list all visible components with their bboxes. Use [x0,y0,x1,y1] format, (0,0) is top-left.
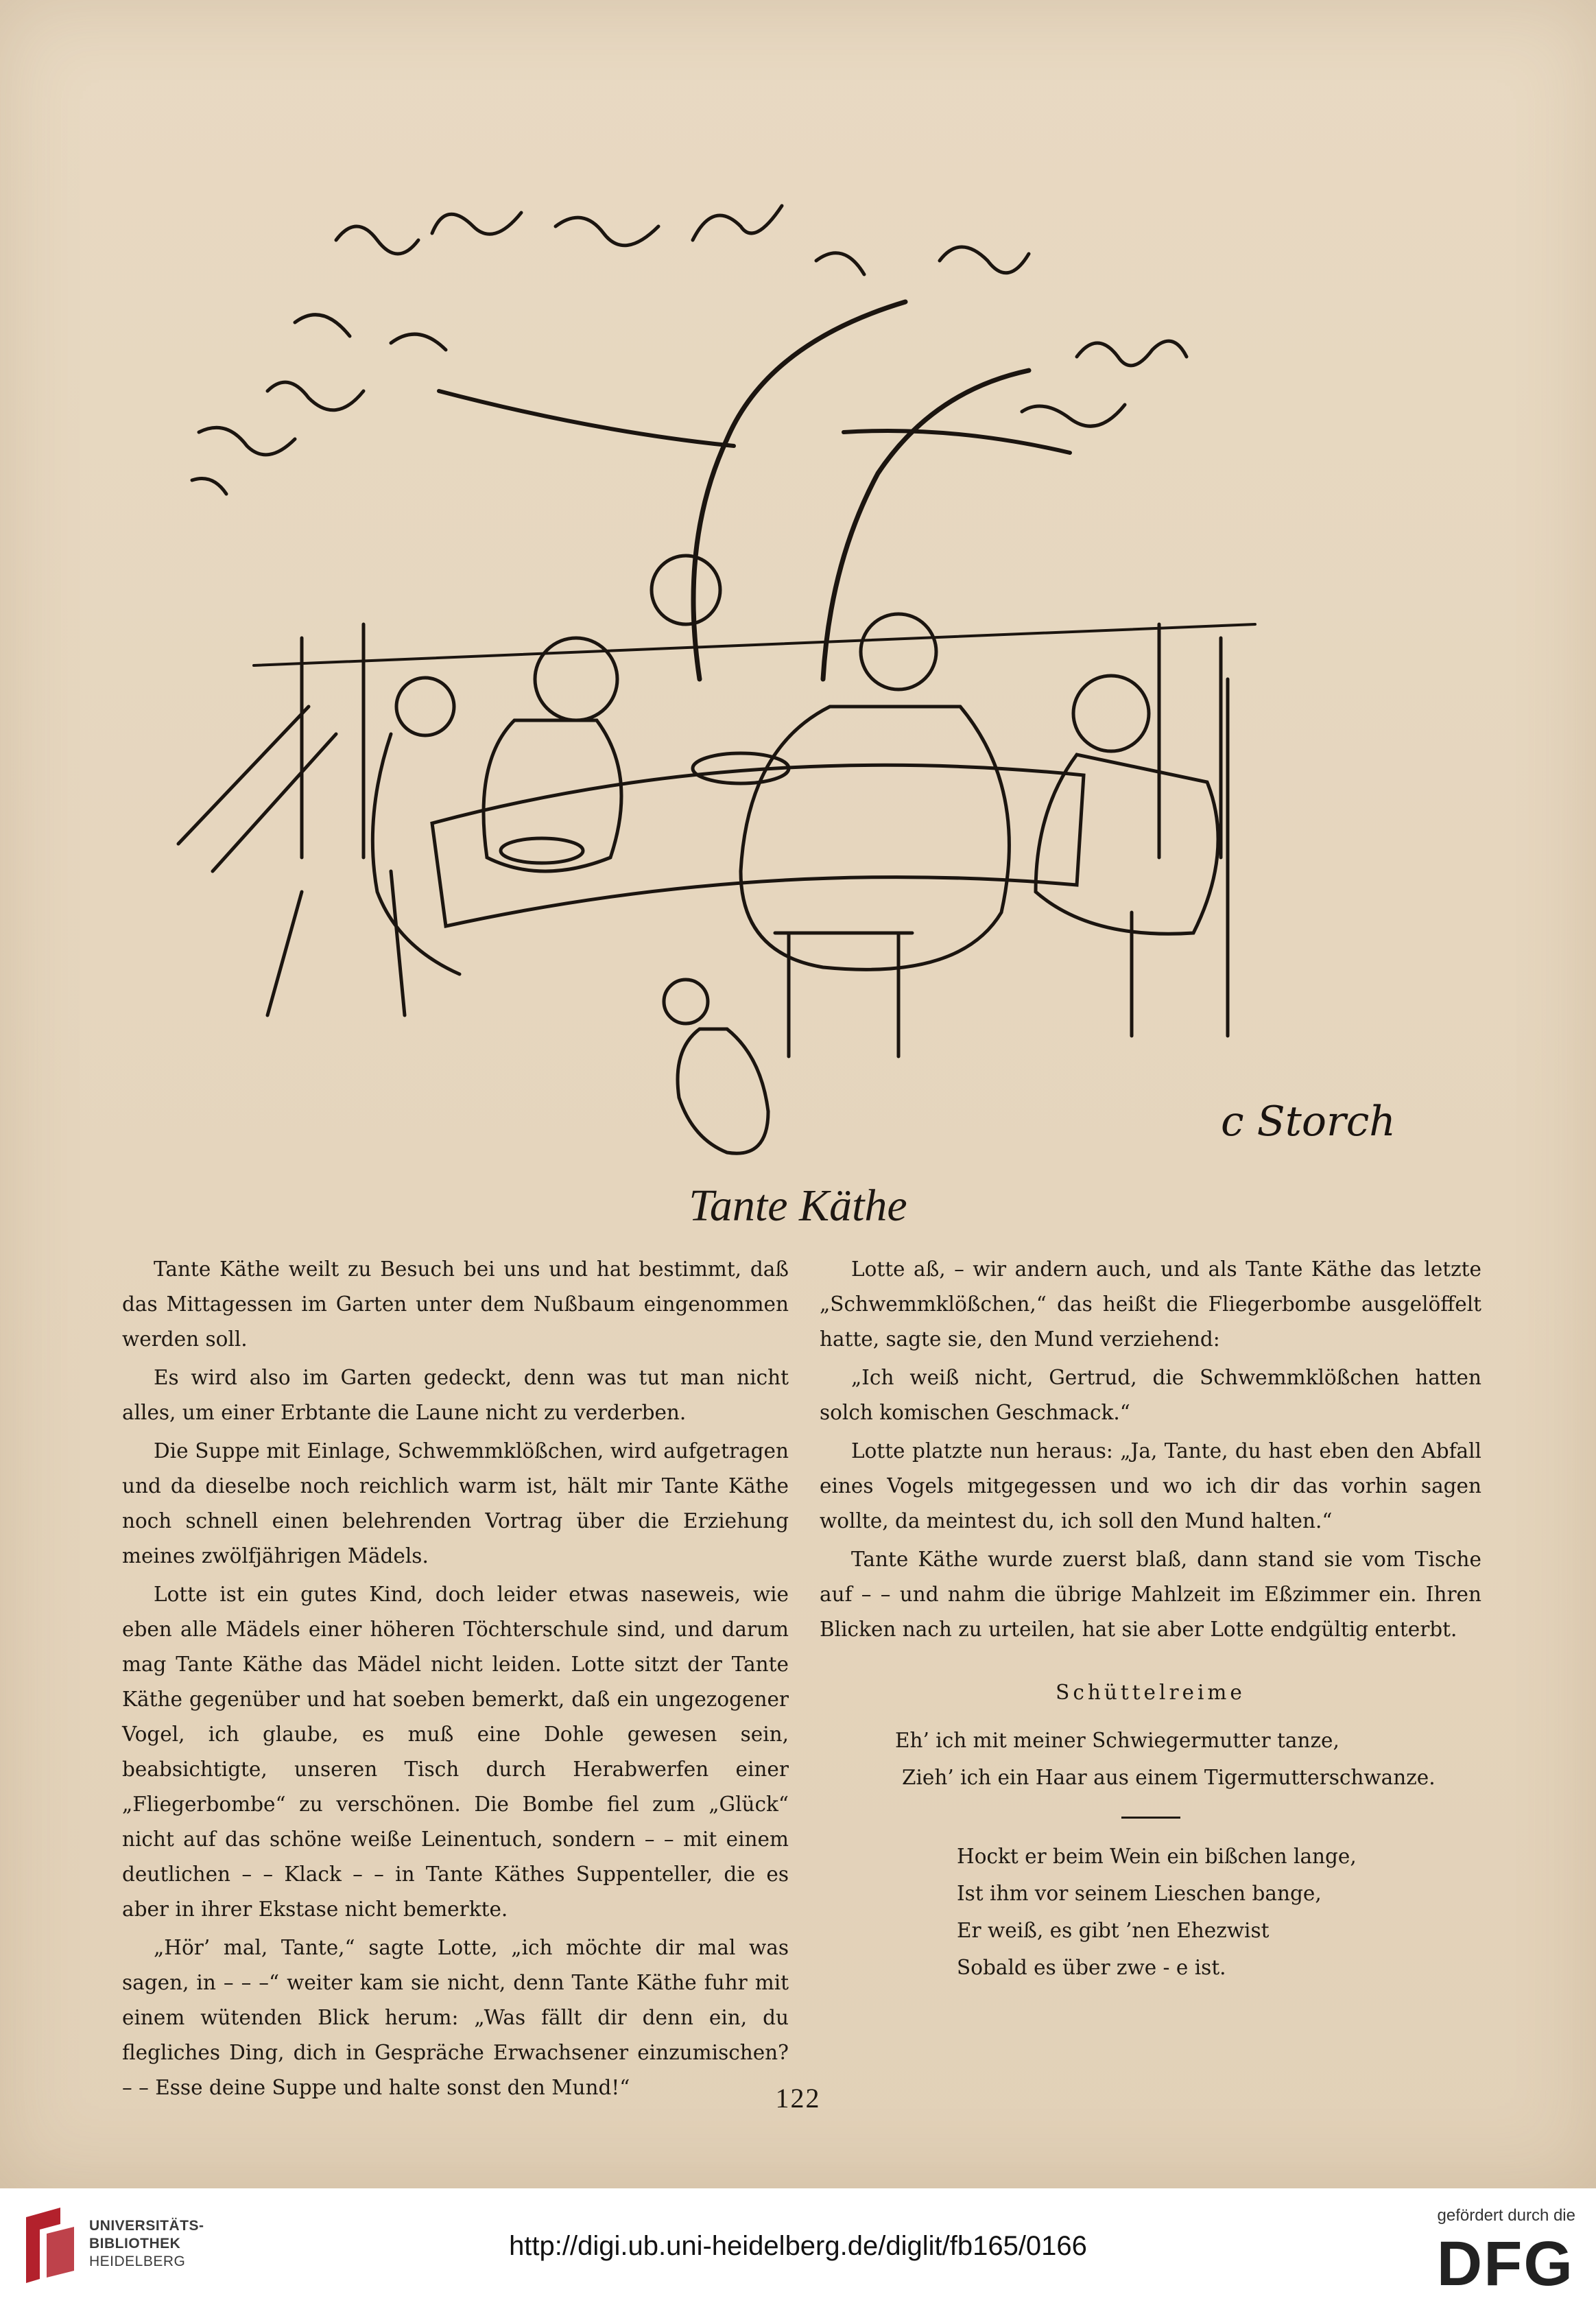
paragraph: Lotte platzte nun heraus: „Ja, Tante, du hast eben den Abfall eines Vogels mitgegessen und wo ich dir das vorhin sagen wollte, da meintest du, ich soll den Mund halten.“ [820,1439,1481,1533]
paragraph: Tante Käthe weilt zu Besuch bei uns und hat bestimmt, daß das Mittagessen im Garten unter dem Nußbaum eingenommen werden soll. [122,1257,789,1351]
funding-caption: gefördert durch die [1437,2206,1575,2225]
poem-block [820,1674,1481,1986]
paragraph: „Ich weiß nicht, Gertrud, die Schwemmklößchen hatten solch komischen Geschmack.“ [820,1366,1481,1424]
poem-line: Hockt er beim Wein ein bißchen lange, [957,1845,1357,1868]
poem-line: Er weiß, es gibt ’nen Ehezwist [957,1919,1270,1942]
paragraph: Es wird also im Garten gedeckt, denn was tut man nicht alles, um einer Erbtante die Laune nicht zu verderben. [122,1366,789,1424]
article-title: Tante Käthe [689,1181,907,1231]
paragraph: Lotte aß, – wir andern auch, und als Tante Käthe das letzte „Schwemmklößchen,“ das heißt die Fliegerbombe ausgelöffelt hatte, sagte sie, den Mund verziehend: [820,1257,1481,1351]
poem-title: Schüttelreime [1056,1681,1246,1704]
poem-line: Sobald es über zwe - e ist. [957,1956,1226,1979]
page-number: 122 [775,2083,821,2114]
poem-line: Ist ihm vor seinem Lieschen bange, [957,1882,1322,1905]
permalink-url[interactable]: http://digi.ub.uni-heidelberg.de/diglit/fb165/0166 [509,2231,1087,2261]
paragraph: Lotte ist ein gutes Kind, doch leider etwas naseweis, wie eben alle Mädels einer höheren Töchterschule sind, und darum mag Tante Käthe das Mädel nicht leiden. Lotte sitzt der Tante Käthe gegenüber und hat soeben bemerkt, daß ein ungezogener Vogel, ich glaube, es muß eine Dohle gewesen sein, beabsichtigte, unseren Tisch durch Herabwerfen einer „Fliegerbombe“ zu verschönen. Die Bombe fiel zum „Glück“ nicht auf das schöne weiße Leinentuch, sondern – – mit einem deutlichen – – Klack – – in Tante Käthes Suppenteller, die es aber in ihrer Ekstase nicht bemerkte. [122,1583,789,1921]
illustration-drawing [130,185,1351,1166]
paragraph: „Hör’ mal, Tante,“ sagte Lotte, „ich möchte dir mal was sagen, in – – –“ weiter kam sie nicht, denn Tante Käthe fuhr mit einem wütenden Blick herum: „Was fällt dir denn ein, du flegliches Ding, dich in Gespräche Erwachsener einzumischen? – – Esse deine Suppe und halte sonst den Mund!“ [122,1936,789,2099]
digitization-footer [0,2188,1596,2305]
library-name-line: BIBLIOTHEK [89,2236,181,2251]
artist-signature: c Storch [1221,1098,1396,1146]
dfg-logo[interactable]: DFG [1436,2229,1574,2299]
poem-divider [1121,1817,1180,1819]
paragraph: Tante Käthe wurde zuerst blaß, dann stand sie vom Tische auf – – und nahm die übrige Mahlzeit im Eßzimmer ein. Ihren Blicken nach zu urteilen, hat sie aber Lotte endgültig enterbt. [820,1548,1481,1641]
library-name-line: HEIDELBERG [89,2254,186,2269]
left-text-column [122,1252,789,2109]
library-name-line: UNIVERSITÄTS- [89,2218,204,2234]
paragraph: Die Suppe mit Einlage, Schwemmklößchen, wird aufgetragen und da dieselbe noch reichlich warm ist, hält mir Tante Käthe noch schnell einen belehrenden Vortrag über die Erziehung meines zwölfjährigen Mädels. [122,1439,789,1568]
poem-stanza-2 [820,1838,1481,1986]
poem-line: Eh’ ich mit meiner Schwiegermutter tanze, [895,1729,1339,1752]
poem-line: Zieh’ ich ein Haar aus einem Tigermutterschwanze. [902,1766,1436,1789]
illustration-dinner-under-walnut-tree [130,185,1351,1166]
right-text-column [820,1252,1481,1651]
